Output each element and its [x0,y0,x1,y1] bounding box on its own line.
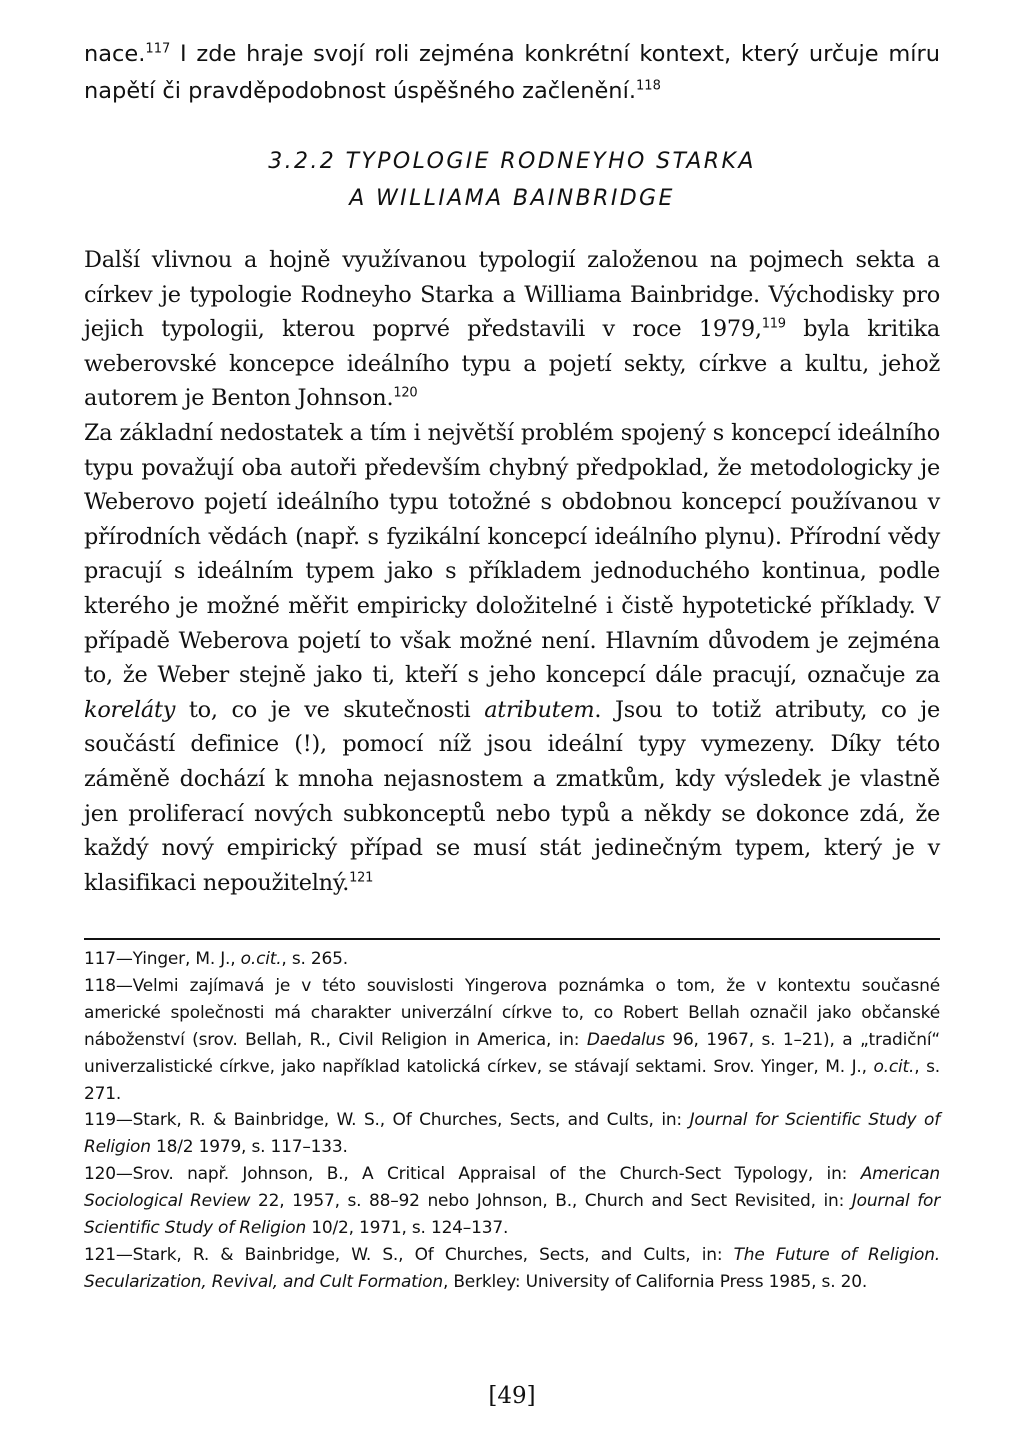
footnote-text: , Berkley: University of California Press 1985, s. 20. [442,1271,868,1292]
paragraph-2 [84,416,940,900]
footnote-text: , s. 265. [281,949,348,969]
footnote-ref-117[interactable]: 117 [145,41,171,57]
footnote-ref-121[interactable]: 121 [349,870,374,886]
italic-term: koreláty [84,696,176,723]
footnote-119 [84,1107,940,1161]
section-heading-line-2: A WILLIAMA BAINBRIDGE [349,186,675,211]
footnote-ref-119[interactable]: 119 [761,316,786,332]
section-heading-line-1: 3.2.2 TYPOLOGIE RODNEYHO STARKA [268,149,756,174]
footnote-ref-118[interactable]: 118 [635,78,661,94]
footnote-text: 117—Yinger, M. J., [84,949,241,969]
continuation-text: nace. [84,41,146,67]
footnote-text: 10/2, 1971, s. 124–137. [306,1218,509,1239]
paragraph-text: Další vlivnou a hojně využívanou typologií založenou na pojmech sekta a církev je typologie Rodneyho Starka a Williama Bainbridge. Východisky pro jejich typologii, kterou poprvé představili v roce 1979, [84,247,940,343]
continuation-text: I zde hraje svojí roli zejména konkrétní kontext, který určuje míru napětí či pravděpodobnost úspěšného začlenění. [84,41,940,104]
footnote-118 [84,973,940,1108]
footnote-text: 18/2 1979, s. 117–133. [150,1137,348,1158]
footnote-text: 22, 1957, s. 88–92 nebo Johnson, B., Church and Sect Revisited, in: [250,1191,852,1212]
italic-term: atributem [484,696,595,723]
footnote-text: 119—Stark, R. & Bainbridge, W. S., Of Churches, Sects, and Cults, in: [84,1110,690,1131]
footnote-text: 118—Velmi zajímavá je v této souvislosti Yingerova poznámka o tom, že v kontextu současné americké společnosti má charakter univerzální církve to, co Robert Bellah označil jako občanské náboženství (srov. Bellah, R., Civil Religion in America, in: [84,975,940,1050]
footnote-italic: American Sociological Review [84,1164,940,1212]
page-number: [49] [488,1383,536,1409]
footnote-ref-120[interactable]: 120 [393,385,418,401]
paragraph-text: to, co je ve skutečnosti [175,696,485,723]
footnote-120 [84,1161,940,1242]
footnote-italic: o.cit. [873,1056,915,1077]
footnote-italic: The Future of Religion. Secularization, Revival, and Cult Formation [84,1244,940,1292]
footnote-italic: o.cit. [240,949,282,969]
footnote-text: , s. 271. [84,1056,940,1104]
footnote-italic: Journal for Scientific Study of Religion [84,1110,940,1158]
footnote-text: 121—Stark, R. & Bainbridge, W. S., Of Churches, Sects, and Cults, in: [84,1244,734,1265]
paragraph-text: byla kritika weberovské koncepce ideálního typu a pojetí sekty, církve a kultu, jehož autorem je Benton Johnson. [84,316,940,412]
footnote-text: 96, 1967, s. 1–21), a „tradiční“ univerzalistické církve, jako například katolická církev, se stávají sektami. Srov. Yinger, M. J., [84,1029,940,1077]
section-heading [84,143,940,217]
continuation-paragraph [84,36,940,110]
footnote-italic: Daedalus [586,1029,665,1050]
paragraph-1 [84,243,940,416]
footnote-117 [84,946,940,973]
footnote-italic: Journal for Scientific Study of Religion [84,1191,940,1239]
paragraph-text: . Jsou to totiž atributy, co je součástí definice (!), pomocí níž jsou ideální typy vymezeny. Díky této záměně dochází k mnoha nejasnostem a zmatkům, kdy výsledek je vlastně jen proliferací nových subkonceptů nebo typů a někdy se dokonce zdá, že každý nový empirický případ se musí stát jedinečným typem, který je v klasifikaci nepoužitelný. [84,696,940,896]
footnote-121 [84,1242,940,1296]
footnote-text: 120—Srov. např. Johnson, B., A Critical Appraisal of the Church-Sect Typology, in: [84,1164,861,1185]
body-text [84,243,940,900]
footnote-divider [84,938,940,940]
paragraph-text: Za základní nedostatek a tím i největší problém spojený s koncepcí ideálního typu považují oba autoři především chybný předpoklad, že metodologicky je Weberovo pojetí ideálního typu totožné s obdobnou koncepcí používanou v přírodních vědách (např. s fyzikální koncepcí ideálního plynu). Přírodní vědy pracují s ideálním typem jako s příkladem jednoduchého kontinua, podle kterého je možné měřit empiricky doložitelné i čistě hypotetické příklady. V případě Weberova pojetí to však možné není. Hlavním důvodem je zejména to, že Weber stejně jako ti, kteří s jeho koncepcí dále pracují, označuje za [84,419,940,689]
footnotes [84,946,940,1296]
